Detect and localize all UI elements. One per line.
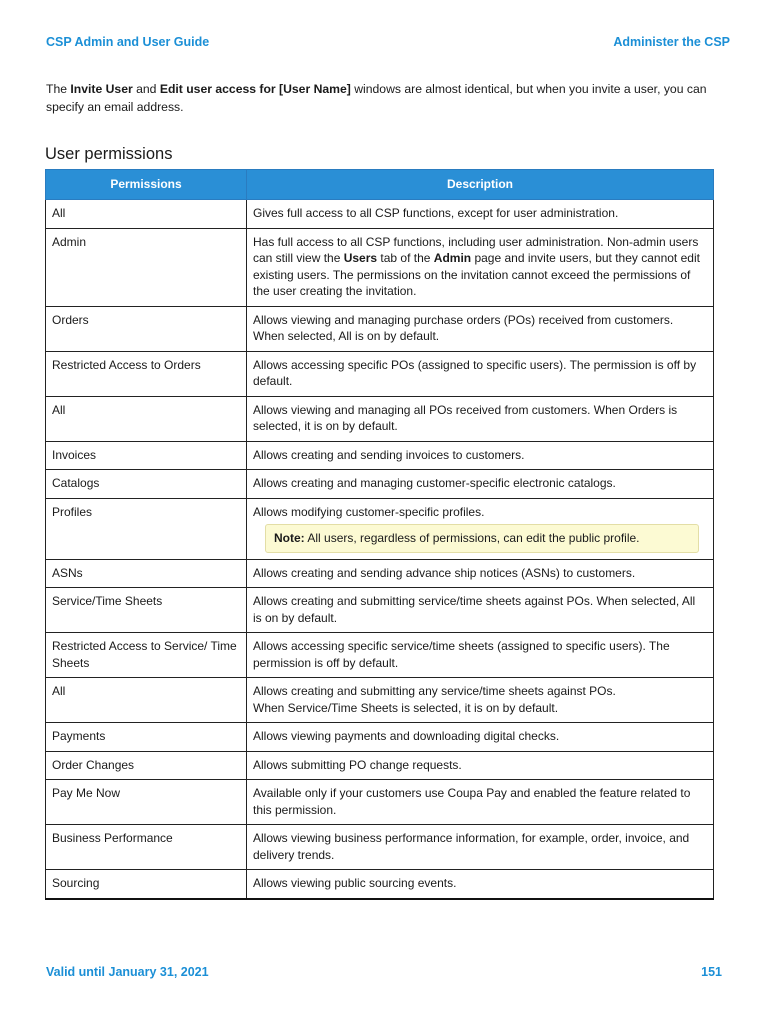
table-row <box>46 441 714 470</box>
desc-text: page and invite users, but they cannot edit existing users. The permissions on the invitation cannot exceed the permissions of the user creating the invitation. <box>253 251 700 298</box>
table-row <box>46 470 714 499</box>
footer-validity: Valid until January 31, 2021 <box>46 965 209 979</box>
permission-description: Allows viewing payments and downloading digital checks. <box>247 723 714 752</box>
intro-paragraph <box>46 80 726 116</box>
permission-name: All <box>46 678 247 723</box>
permission-description: Allows accessing specific service/time sheets (assigned to specific users). The permission is off by default. <box>247 633 714 678</box>
permission-name: Pay Me Now <box>46 780 247 825</box>
permission-name: ASNs <box>46 559 247 588</box>
permission-name: Order Changes <box>46 751 247 780</box>
column-header-description: Description <box>247 170 714 200</box>
table-row <box>46 870 714 899</box>
permission-description: Allows viewing public sourcing events. <box>247 870 714 899</box>
permission-name: Restricted Access to Orders <box>46 351 247 396</box>
intro-bold-invite-user: Invite User <box>70 82 133 96</box>
permissions-table <box>45 169 714 900</box>
table-row <box>46 200 714 229</box>
table-row <box>46 396 714 441</box>
intro-text-3: windows are almost identical, but when you invite a user, you can specify an email address. <box>46 82 707 114</box>
table-header-row <box>46 170 714 200</box>
page-number: 151 <box>701 965 722 979</box>
column-header-permissions: Permissions <box>46 170 247 200</box>
desc-line: Allows creating and submitting any service/time sheets against POs. <box>253 684 616 698</box>
permission-description: Allows creating and sending invoices to customers. <box>247 441 714 470</box>
permission-name: Invoices <box>46 441 247 470</box>
permission-name: Service/Time Sheets <box>46 588 247 633</box>
desc-line: When Service/Time Sheets is selected, it is on by default. <box>253 700 559 715</box>
table-row <box>46 228 714 306</box>
table-row <box>46 633 714 678</box>
desc-bold-users: Users <box>343 251 378 265</box>
permission-description: Allows viewing and managing all POs received from customers. When Orders is selected, it is on by default. <box>247 396 714 441</box>
permission-description: Allows viewing business performance information, for example, order, invoice, and delivery trends. <box>247 825 714 870</box>
table-row <box>46 751 714 780</box>
running-header-title: CSP Admin and User Guide <box>46 35 210 49</box>
table-row <box>46 678 714 723</box>
intro-text-2: and <box>132 82 160 96</box>
permission-name: Business Performance <box>46 825 247 870</box>
permission-description: Allows creating and sending advance ship notices (ASNs) to customers. <box>247 559 714 588</box>
intro-bold-edit-user-access: Edit user access for [User Name] <box>159 82 351 96</box>
permission-description <box>247 498 714 559</box>
permission-description: Allows creating and submitting service/time sheets against POs. When selected, All is on by default. <box>247 588 714 633</box>
permission-description: Allows submitting PO change requests. <box>247 751 714 780</box>
desc-text: Has full access to all CSP functions, including user administration. Non-admin users can still view the <box>253 234 699 265</box>
permission-name: All <box>46 396 247 441</box>
table-row <box>46 780 714 825</box>
permission-name: Orders <box>46 306 247 351</box>
table-row <box>46 306 714 351</box>
permission-description <box>247 228 714 306</box>
permission-description: Available only if your customers use Coupa Pay and enabled the feature related to this permission. <box>247 780 714 825</box>
desc-text: tab of the <box>377 251 434 265</box>
permission-name: Restricted Access to Service/ Time Sheets <box>46 633 247 678</box>
permission-description: Allows accessing specific POs (assigned to specific users). The permission is off by default. <box>247 351 714 396</box>
permission-description <box>247 678 714 723</box>
table-row <box>46 559 714 588</box>
table-row <box>46 498 714 559</box>
permission-description: Gives full access to all CSP functions, except for user administration. <box>247 200 714 229</box>
table-row <box>46 351 714 396</box>
permission-name: Sourcing <box>46 870 247 899</box>
permission-description: Allows creating and managing customer-specific electronic catalogs. <box>247 470 714 499</box>
permission-name: All <box>46 200 247 229</box>
desc-text: Allows modifying customer-specific profiles. <box>253 504 485 519</box>
table-row <box>46 588 714 633</box>
running-header-section: Administer the CSP <box>613 35 730 49</box>
permission-name: Payments <box>46 723 247 752</box>
note-text: All users, regardless of permissions, can edit the public profile. <box>304 531 640 545</box>
table-row <box>46 825 714 870</box>
intro-text-1: The <box>46 82 71 96</box>
permission-name: Profiles <box>46 498 247 559</box>
note-callout <box>265 524 699 553</box>
desc-bold-admin: Admin <box>433 251 472 265</box>
permission-name: Admin <box>46 228 247 306</box>
section-title: User permissions <box>45 145 173 163</box>
table-row <box>46 723 714 752</box>
note-label: Note: <box>274 531 305 545</box>
permission-name: Catalogs <box>46 470 247 499</box>
permission-description: Allows viewing and managing purchase orders (POs) received from customers. When selected, All is on by default. <box>247 306 714 351</box>
